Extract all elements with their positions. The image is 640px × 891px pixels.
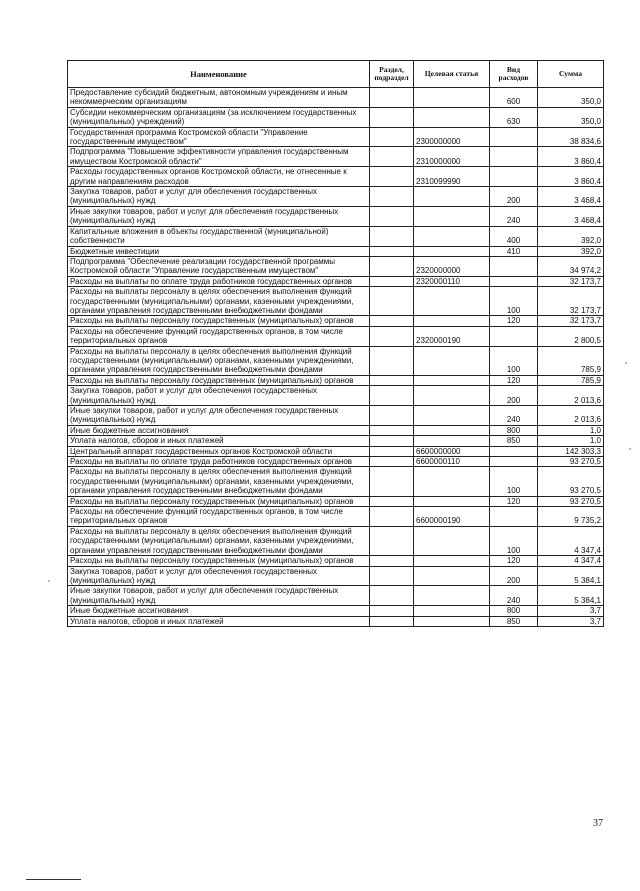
row-section [370,467,414,496]
row-section [370,206,414,226]
row-section [370,556,414,566]
row-target [414,226,490,246]
row-amount: 38 834,6 [538,127,604,147]
scan-speck [48,580,50,582]
row-section [370,406,414,426]
row-section [370,287,414,316]
row-name: Расходы на обеспечение функций государственных органов, в том числе территориальных органов [68,507,370,527]
row-amount: 3,7 [538,606,604,616]
table-row [68,316,604,326]
table-row [68,606,604,616]
row-expense: 200 [490,386,538,406]
row-expense: 200 [490,187,538,207]
row-amount: 1,0 [538,425,604,435]
row-section [370,616,414,626]
row-section [370,606,414,616]
row-name: Центральный аппарат государственных органов Костромской области [68,446,370,456]
footer-rule [26,879,81,880]
row-target: 2320000190 [414,326,490,346]
row-expense: 800 [490,606,538,616]
row-name: Капитальные вложения в объекты государственной (муниципальной) собственности [68,226,370,246]
row-expense: 850 [490,616,538,626]
row-amount: 2 013,6 [538,406,604,426]
row-name: Расходы на выплаты персоналу в целях обеспечения выполнения функций государственными (муниципальными) органами, казенными учреждениями, органами управления государственными внебюджетными фондами [68,526,370,555]
row-expense: 120 [490,316,538,326]
row-expense: 410 [490,246,538,256]
header-name: Наименование [68,61,370,88]
row-amount: 5 384,1 [538,566,604,586]
row-section [370,425,414,435]
table-body [68,88,604,627]
row-section [370,167,414,187]
row-target [414,566,490,586]
row-amount: 785,9 [538,375,604,385]
row-section [370,457,414,467]
row-section [370,127,414,147]
row-target [414,88,490,108]
row-section [370,88,414,108]
row-name: Иные закупки товаров, работ и услуг для обеспечения государственных (муниципальных) нужд [68,406,370,426]
row-target [414,496,490,506]
header-expense: Вид расходов [490,61,538,88]
row-section [370,187,414,207]
row-name: Иные закупки товаров, работ и услуг для обеспечения государственных (муниципальных) нужд [68,206,370,226]
row-target [414,606,490,616]
row-section [370,507,414,527]
row-name: Предоставление субсидий бюджетным, автономным учреждениям и иным некоммерческим организациям [68,88,370,108]
row-amount: 93 270,5 [538,496,604,506]
row-section [370,276,414,286]
table-row [68,107,604,127]
row-target: 2320000000 [414,256,490,276]
row-target: 6600000000 [414,446,490,456]
row-section [370,526,414,555]
table-row [68,457,604,467]
row-expense: 630 [490,107,538,127]
row-target [414,616,490,626]
row-section [370,436,414,446]
row-name: Расходы на выплаты персоналу государственных (муниципальных) органов [68,375,370,385]
row-expense: 240 [490,586,538,606]
row-amount: 785,9 [538,346,604,375]
row-target [414,556,490,566]
row-target [414,206,490,226]
row-target: 2310000000 [414,147,490,167]
table-row [68,147,604,167]
table-row [68,226,604,246]
row-expense: 120 [490,375,538,385]
row-name: Расходы на выплаты персоналу в целях обеспечения выполнения функций государственными (муниципальными) органами, казенными учреждениями, органами управления государственными внебюджетными фондами [68,467,370,496]
table-row [68,256,604,276]
row-section [370,147,414,167]
table-row [68,127,604,147]
table-row [68,507,604,527]
row-target [414,526,490,555]
row-expense: 100 [490,346,538,375]
row-expense [490,507,538,527]
table-row [68,276,604,286]
table-row [68,436,604,446]
table-row [68,616,604,626]
table-row [68,425,604,435]
row-name: Бюджетные инвестиции [68,246,370,256]
header-target: Целевая статья [414,61,490,88]
row-section [370,446,414,456]
row-name: Расходы на выплаты по оплате труда работников государственных органов [68,276,370,286]
row-target [414,187,490,207]
row-target [414,246,490,256]
row-target [414,287,490,316]
table-row [68,246,604,256]
row-name: Подпрограмма "Повышение эффективности управления государственным имуществом Костромской области" [68,147,370,167]
row-name: Закупка товаров, работ и услуг для обеспечения государственных (муниципальных) нужд [68,566,370,586]
table-row [68,446,604,456]
row-section [370,226,414,246]
row-amount: 3 468,4 [538,187,604,207]
row-target: 6600000110 [414,457,490,467]
row-name: Закупка товаров, работ и услуг для обеспечения государственных (муниципальных) нужд [68,187,370,207]
row-amount: 1,0 [538,436,604,446]
row-section [370,316,414,326]
row-amount: 32 173,7 [538,316,604,326]
table-row [68,206,604,226]
table-row [68,326,604,346]
row-target [414,107,490,127]
row-target [414,316,490,326]
row-section [370,586,414,606]
row-amount: 32 173,7 [538,287,604,316]
row-expense [490,457,538,467]
row-name: Расходы на выплаты персоналу государственных (муниципальных) органов [68,316,370,326]
table-row [68,88,604,108]
row-section [370,386,414,406]
row-target [414,406,490,426]
row-target [414,425,490,435]
row-expense [490,167,538,187]
row-section [370,107,414,127]
row-amount: 392,0 [538,246,604,256]
row-amount: 4 347,4 [538,526,604,555]
row-target [414,436,490,446]
row-name: Расходы на выплаты персоналу государственных (муниципальных) органов [68,496,370,506]
row-amount: 2 800,5 [538,326,604,346]
table-row [68,566,604,586]
row-expense [490,256,538,276]
row-section [370,326,414,346]
row-target [414,467,490,496]
scan-speck [629,448,631,450]
scan-speck [625,362,627,364]
row-name: Подпрограмма "Обеспечение реализации государственной программы Костромской области "Управление государственным имуществом" [68,256,370,276]
row-amount: 3,7 [538,616,604,626]
row-expense: 240 [490,206,538,226]
table-row [68,167,604,187]
row-section [370,566,414,586]
row-expense [490,276,538,286]
row-name: Расходы на выплаты персоналу в целях обеспечения выполнения функций государственными (муниципальными) органами, казенными учреждениями, органами управления государственными внебюджетными фондами [68,287,370,316]
row-target: 2320000110 [414,276,490,286]
row-section [370,256,414,276]
row-expense: 200 [490,566,538,586]
row-amount: 142 303,3 [538,446,604,456]
row-name: Уплата налогов, сборов и иных платежей [68,436,370,446]
header-amount: Сумма [538,61,604,88]
row-name: Расходы на выплаты по оплате труда работников государственных органов [68,457,370,467]
row-expense: 100 [490,526,538,555]
table-row [68,287,604,316]
row-expense: 800 [490,425,538,435]
row-name: Закупка товаров, работ и услуг для обеспечения государственных (муниципальных) нужд [68,386,370,406]
row-name: Расходы на обеспечение функций государственных органов, в том числе территориальных органов [68,326,370,346]
row-expense: 600 [490,88,538,108]
row-name: Иные закупки товаров, работ и услуг для обеспечения государственных (муниципальных) нужд [68,586,370,606]
row-target [414,386,490,406]
row-name: Иные бюджетные ассигнования [68,425,370,435]
table-row [68,556,604,566]
row-section [370,375,414,385]
row-expense: 400 [490,226,538,246]
row-amount: 93 270,5 [538,467,604,496]
row-name: Иные бюджетные ассигнования [68,606,370,616]
row-name: Государственная программа Костромской области "Управление государственным имуществом" [68,127,370,147]
table-row [68,375,604,385]
row-target: 6600000190 [414,507,490,527]
row-target: 2300000000 [414,127,490,147]
row-amount: 350,0 [538,88,604,108]
budget-table [67,60,604,627]
row-name: Расходы государственных органов Костромской области, не отнесенные к другим направлениям расходов [68,167,370,187]
row-expense: 850 [490,436,538,446]
row-expense: 120 [490,556,538,566]
table-row [68,467,604,496]
row-expense [490,147,538,167]
row-amount: 93 270,5 [538,457,604,467]
row-amount: 392,0 [538,226,604,246]
table-row [68,586,604,606]
row-amount: 34 974,2 [538,256,604,276]
table-row [68,526,604,555]
row-section [370,246,414,256]
row-target [414,346,490,375]
row-name: Субсидии некоммерческим организациям (за исключением государственных (муниципальных) учреждений) [68,107,370,127]
row-amount: 3 860,4 [538,167,604,187]
row-amount: 9 735,2 [538,507,604,527]
row-target [414,375,490,385]
row-expense: 120 [490,496,538,506]
header-section: Раздел, подраздел [370,61,414,88]
row-target: 2310099990 [414,167,490,187]
table-row [68,187,604,207]
row-section [370,346,414,375]
row-amount: 350,0 [538,107,604,127]
page-number: 37 [593,818,603,829]
row-name: Уплата налогов, сборов и иных платежей [68,616,370,626]
row-target [414,586,490,606]
row-expense [490,446,538,456]
table-row [68,346,604,375]
table-row [68,386,604,406]
row-name: Расходы на выплаты персоналу в целях обеспечения выполнения функций государственными (муниципальными) органами, казенными учреждениями, органами управления государственными внебюджетными фондами [68,346,370,375]
row-expense [490,127,538,147]
row-expense: 100 [490,287,538,316]
row-amount: 2 013,6 [538,386,604,406]
row-name: Расходы на выплаты персоналу государственных (муниципальных) органов [68,556,370,566]
row-expense [490,326,538,346]
row-expense: 240 [490,406,538,426]
row-amount: 3 860,4 [538,147,604,167]
row-amount: 3 468,4 [538,206,604,226]
table-row [68,406,604,426]
row-expense: 100 [490,467,538,496]
row-amount: 32 173,7 [538,276,604,286]
row-section [370,496,414,506]
table-header-row [68,61,604,88]
row-amount: 5 384,1 [538,586,604,606]
table-row [68,496,604,506]
row-amount: 4 347,4 [538,556,604,566]
